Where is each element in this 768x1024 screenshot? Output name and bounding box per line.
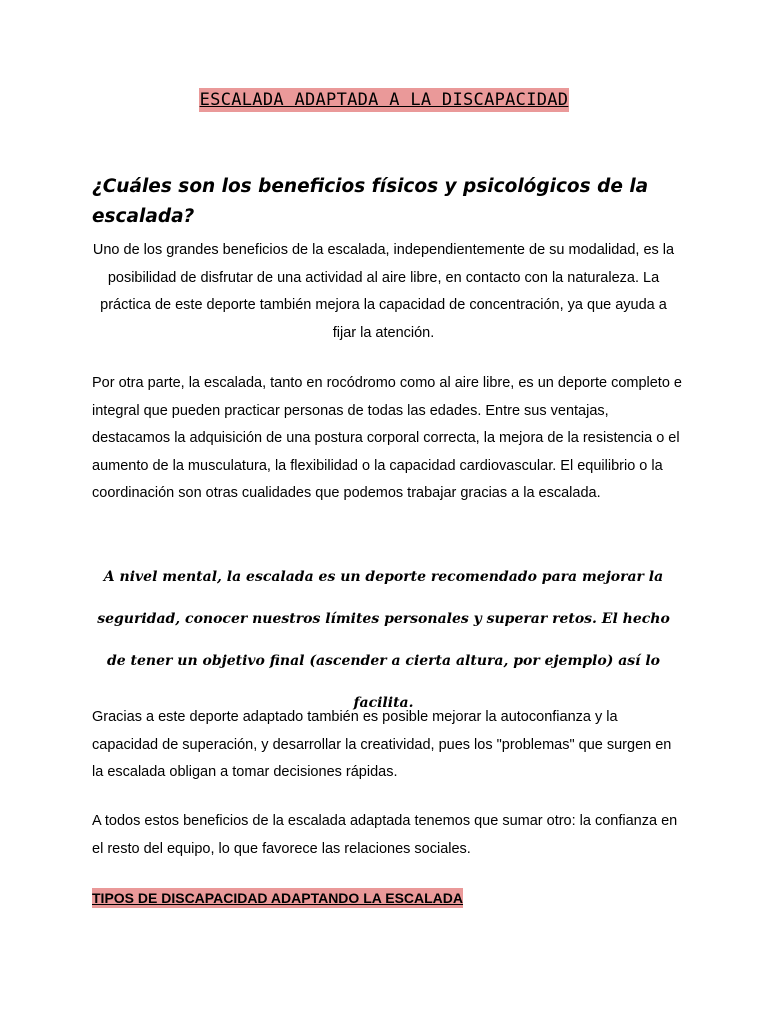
section-heading: ¿Cuáles son los beneficios físicos y psicológicos de la escalada?: [92, 176, 649, 227]
paragraph-self-confidence: Gracias a este deporte adaptado también es posible mejorar la autoconfianza y la capacidad de superación, y desarrollar la creatividad, pues los "problemas" que surgen en la escalada obligan a tomar decisiones rápidas.: [92, 709, 672, 780]
document-title: ESCALADA ADAPTADA A LA DISCAPACIDAD: [199, 90, 569, 110]
title-container: [0, 88, 768, 112]
paragraph-team-trust: A todos estos beneficios de la escalada adaptada tenemos que sumar otro: la confianza en el resto del equipo, lo que favorece las relaciones sociales.: [92, 813, 678, 857]
subheading-container: [92, 888, 463, 908]
quote-mental-benefits: A nivel mental, la escalada es un deporte recomendado para mejorar la seguridad, conocer nuestros límites personales y superar retos. El hecho de tener un objetivo final (ascender a cierta altura, por ejemplo) así lo facilita.: [97, 569, 670, 711]
paragraph-benefits-physical: Por otra parte, la escalada, tanto en rocódromo como al aire libre, es un deporte completo e integral que pueden practicar personas de todas las edades. Entre sus ventajas, destacamos la adquisición de una postura corporal correcta, la mejora de la resistencia o el aumento de la musculatura, la flexibilidad o la capacidad cardiovascular. El equilibrio o la coordinación son otras cualidades que podemos trabajar gracias a la escalada.: [92, 375, 682, 501]
subheading-disability-types: TIPOS DE DISCAPACIDAD ADAPTANDO LA ESCALADA: [92, 890, 464, 906]
intro-paragraph: Uno de los grandes beneficios de la escalada, independientemente de su modalidad, es la posibilidad de disfrutar de una actividad al aire libre, en contacto con la naturaleza. La práctica de este deporte también mejora la capacidad de concentración, ya que ayuda a fijar la atención.: [92, 242, 675, 341]
